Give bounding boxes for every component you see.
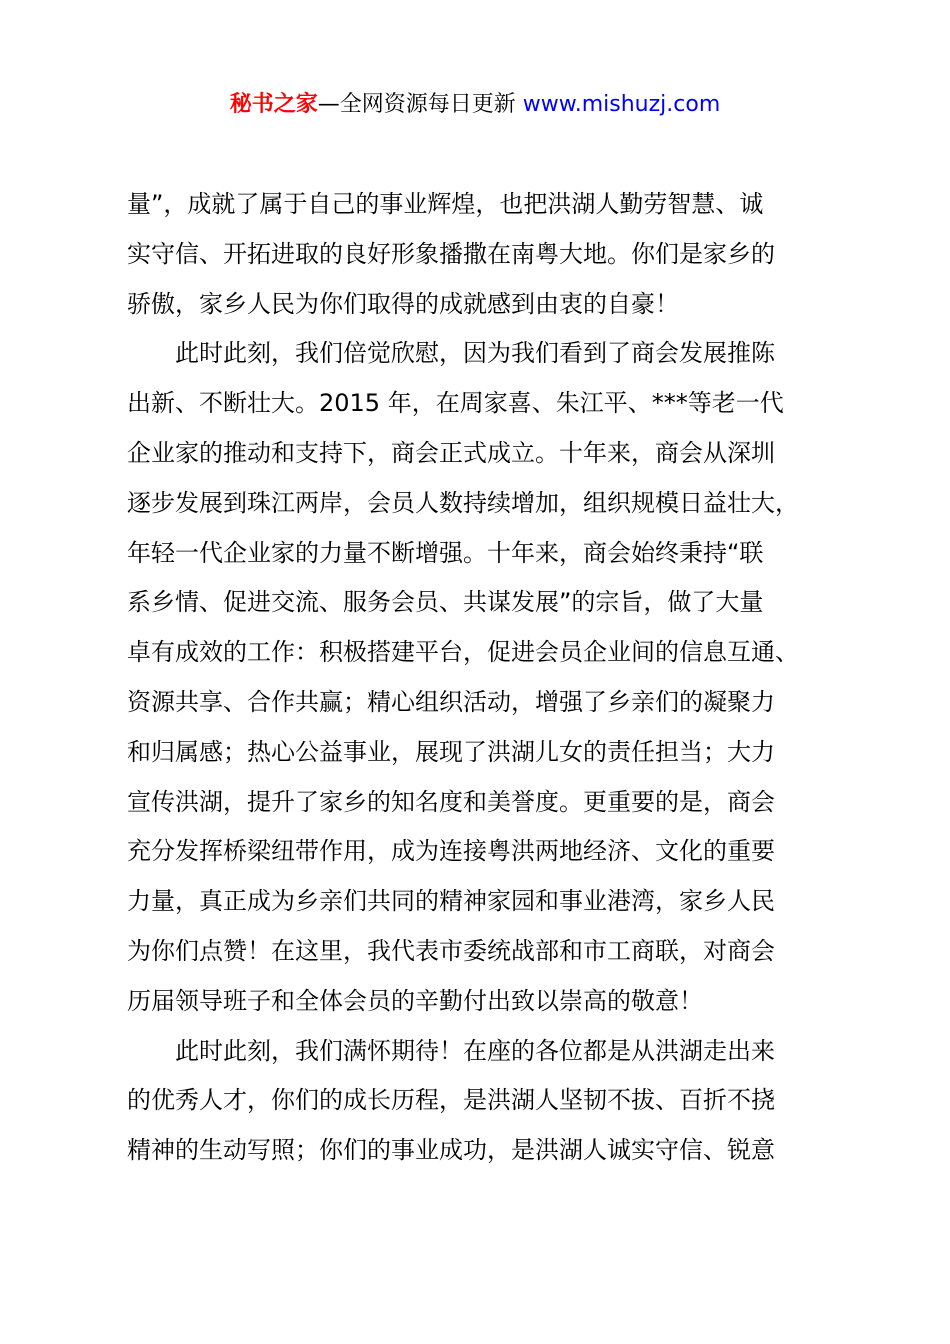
text-line: 逐步发展到珠江两岸，会员人数持续增加，组织规模日益壮大， bbox=[127, 488, 799, 517]
brand-name: 秘书之家 bbox=[229, 92, 318, 117]
site-url-link[interactable]: www.mishuzj.com bbox=[522, 92, 721, 117]
text-line: 实守信、开拓进取的良好形象播撒在南粤大地。你们是家乡的 bbox=[127, 239, 775, 268]
text-line: 为你们点赞！在这里，我代表市委统战部和市工商联，对商会 bbox=[127, 936, 775, 965]
text-line: 出新、不断壮大。2015 年，在周家喜、朱江平、***等老一代 bbox=[127, 389, 784, 418]
site-header bbox=[0, 88, 950, 122]
text-line: 和归属感；热心公益事业，展现了洪湖儿女的责任担当；大力 bbox=[127, 737, 775, 766]
text-line: 卓有成效的工作：积极搭建平台，促进会员企业间的信息互通、 bbox=[127, 638, 799, 667]
text-line: 骄傲，家乡人民为你们取得的成就感到由衷的自豪！ bbox=[127, 289, 679, 318]
paragraph-start-line: 此时此刻，我们倍觉欣慰，因为我们看到了商会发展推陈 bbox=[175, 339, 775, 368]
text-line: 年轻一代企业家的力量不断增强。十年来，商会始终秉持“联 bbox=[127, 538, 764, 567]
text-line: 资源共享、合作共赢；精心组织活动，增强了乡亲们的凝聚力 bbox=[127, 687, 775, 716]
text-line: 力量，真正成为乡亲们共同的精神家园和事业港湾，家乡人民 bbox=[127, 887, 775, 916]
text-line: 企业家的推动和支持下，商会正式成立。十年来，商会从深圳 bbox=[127, 438, 775, 467]
text-line: 历届领导班子和全体会员的辛勤付出致以崇高的敬意！ bbox=[127, 986, 703, 1015]
text-line: 宣传洪湖，提升了家乡的知名度和美誉度。更重要的是，商会 bbox=[127, 787, 775, 816]
document-body bbox=[127, 180, 832, 1176]
text-line: 充分发挥桥梁纽带作用，成为连接粤洪两地经济、文化的重要 bbox=[127, 837, 775, 866]
text-line: 精神的生动写照；你们的事业成功，是洪湖人诚实守信、锐意 bbox=[127, 1136, 775, 1165]
text-line: 系乡情、促进交流、服务会员、共谋发展”的宗旨，做了大量 bbox=[127, 588, 764, 617]
paragraph-start-line: 此时此刻，我们满怀期待！在座的各位都是从洪湖走出来 bbox=[175, 1036, 775, 1065]
text-line: 的优秀人才，你们的成长历程，是洪湖人坚韧不拔、百折不挠 bbox=[127, 1086, 775, 1115]
text-line: 量”，成就了属于自己的事业辉煌，也把洪湖人勤劳智慧、诚 bbox=[127, 190, 764, 218]
header-tagline: —全网资源每日更新 bbox=[317, 92, 523, 117]
